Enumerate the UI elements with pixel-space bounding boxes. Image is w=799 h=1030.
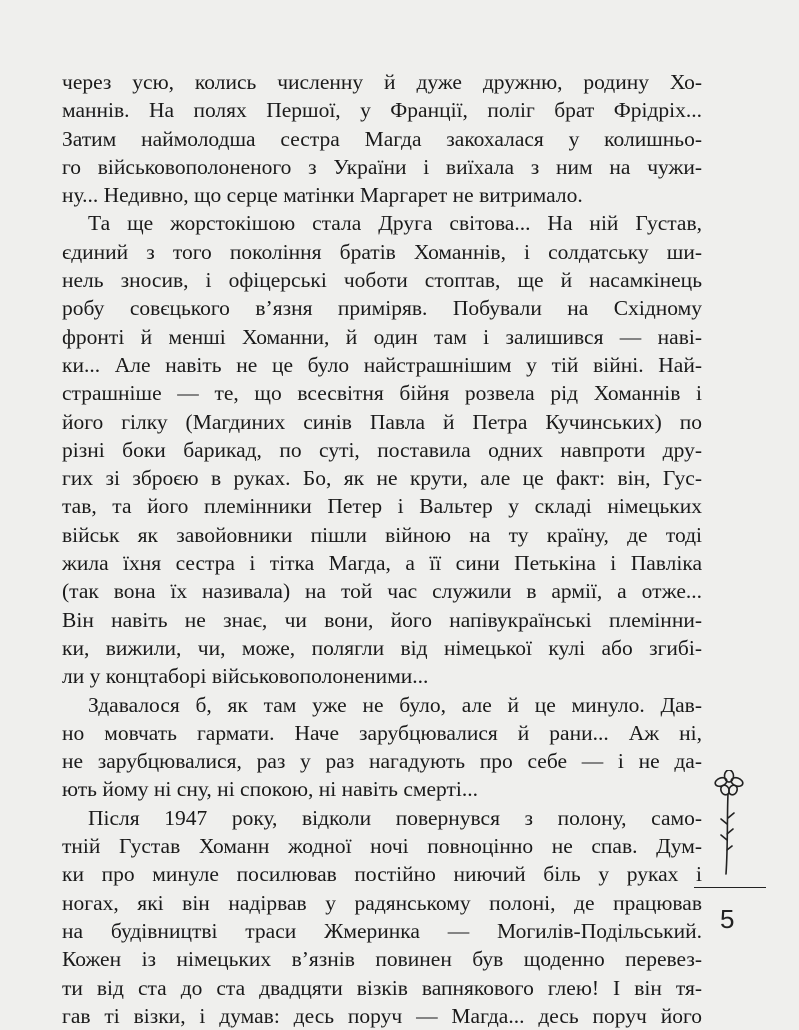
- body-text: [62, 68, 702, 1030]
- text-line: робу совєцького в’язня приміряв. Побували на Східному: [62, 296, 702, 321]
- text-line: ки, вижили, чи, може, полягли від німецької кулі або згибі-: [62, 635, 702, 660]
- text-line: тав, та його племінники Петер і Вальтер у складі німецьких: [62, 494, 702, 519]
- text-line: ти від ста до ста двадцяти візків вапнякового глею! І він тя-: [62, 975, 702, 1000]
- text-line: жила їхня сестра і тітка Магда, а її сини Петькіна і Павліка: [62, 551, 702, 576]
- text-line: ли у концтаборі військовополоненими...: [62, 664, 429, 689]
- text-line: ногах, які він надірвав у радянському полоні, де працював: [62, 890, 702, 915]
- flower-icon: [704, 770, 754, 880]
- text-line: його гілку (Магдиних синів Павла й Петра Кучинських) по: [62, 409, 702, 434]
- text-line: Затим наймолодша сестра Магда закохалася у колишньо-: [62, 126, 702, 151]
- text-line: ну... Недивно, що серце матінки Маргарет не витримало.: [62, 183, 583, 208]
- text-line: фронті й менші Хоманни, й один там і залишився — наві-: [62, 324, 702, 349]
- text-line: (так вона їх називала) на той час служили в армії, а отже...: [62, 579, 702, 604]
- text-line: військ як завойовники пішли війною на ту країну, де тоді: [62, 522, 702, 547]
- text-line: тній Густав Хоманн жодної ночі повноцінно не спав. Дум-: [62, 834, 702, 859]
- text-line: Кожен із німецьких в’язнів повинен був щоденно перевез-: [62, 947, 702, 972]
- text-line: Здавалося б, як там уже не було, але й це минуло. Дав-: [88, 692, 702, 717]
- text-line: різні боки барикад, по суті, поставила одних навпроти дру-: [62, 437, 702, 462]
- text-line: Він навіть не знає, чи вони, його напівукраїнські племінни-: [62, 607, 702, 632]
- text-line: ки про минуле посилював постійно ниючий біль у руках і: [62, 862, 702, 887]
- text-line: но мовчать гармати. Наче зарубцювалися й рани... Аж ні,: [62, 720, 702, 745]
- text-line: на будівництві траси Жмеринка — Могилів-Подільський.: [62, 918, 702, 943]
- text-line: Та ще жорстокішою стала Друга світова... На ній Густав,: [88, 211, 702, 236]
- page-number: 5: [720, 904, 735, 934]
- text-line: ють йому ні сну, ні спокою, ні навіть смерті...: [62, 777, 479, 802]
- text-line: маннів. На полях Першої, у Франції, поліг брат Фрідріх...: [62, 98, 702, 123]
- text-line: гав ті візки, і думав: десь поруч — Магда... десь поруч його: [62, 1003, 702, 1028]
- text-line: єдиний з того покоління братів Хоманнів, і солдатську ши-: [62, 239, 702, 264]
- text-line: Після 1947 року, відколи повернувся з полону, само-: [88, 805, 702, 830]
- text-line: гих зі зброєю в руках. Бо, як не крути, але це факт: він, Гус-: [62, 466, 702, 491]
- text-line: не зарубцювалися, раз у раз нагадують про себе — і не да-: [62, 749, 702, 774]
- text-line: го військовополоненого з України і виїхала з ним на чужи-: [62, 154, 702, 179]
- text-line: страшніше — те, що всесвітня бійня розвела рід Хоманнів і: [62, 381, 702, 406]
- text-line: через усю, колись численну й дуже дружню, родину Хо-: [62, 70, 702, 94]
- footer-rule: [694, 887, 766, 888]
- text-line: нель зносив, і офіцерські чоботи стоптав, ще й насамкінець: [62, 268, 702, 293]
- text-line: ки... Але навіть не це було найстрашнішим у тій війні. Най-: [62, 352, 702, 377]
